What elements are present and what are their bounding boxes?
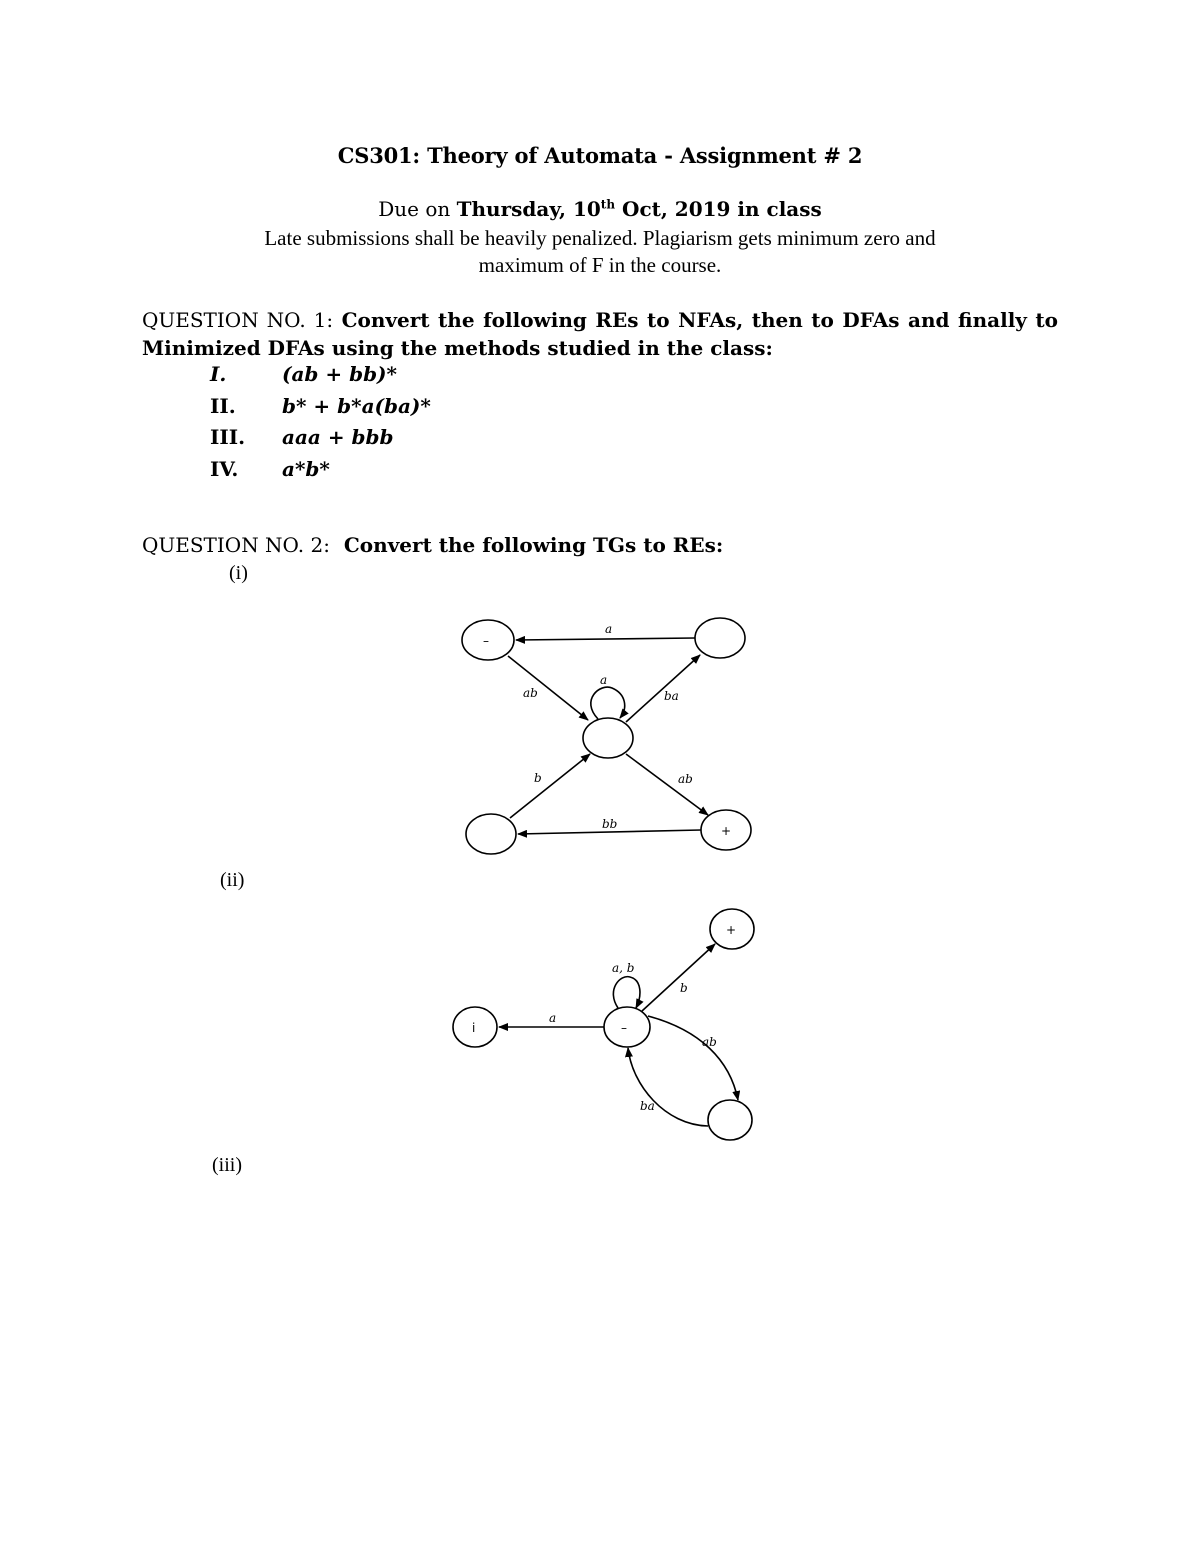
tg1-edge-label: ba [664, 689, 679, 703]
tg1-state-final-label: + [721, 824, 732, 838]
tg2-edge-c-top [642, 944, 715, 1011]
tg2-state-final-label: + [726, 923, 737, 937]
late-policy-line-2: maximum of F in the course. [478, 253, 722, 277]
tg1-edge-c-br [626, 754, 708, 815]
question-2-text: Convert the following TGs to REs: [343, 533, 724, 557]
re-item-number: III. [210, 425, 246, 449]
due-date-line [0, 197, 1200, 221]
tg1-edge-label: a [605, 622, 613, 636]
part-label-i: (i) [229, 562, 248, 584]
tg2-state-start [604, 1007, 650, 1047]
re-expression: (ab + bb)* [282, 362, 397, 386]
re-item-2 [210, 394, 431, 418]
due-day: Thursday, 10 [456, 197, 601, 221]
question-2-label: QUESTION NO. 2: [142, 533, 330, 557]
page-title: CS301: Theory of Automata - Assignment # 2 [337, 143, 863, 168]
late-policy-line-1: Late submissions shall be heavily penalized. Plagiarism gets minimum zero and [264, 226, 936, 250]
question-1-label: QUESTION NO. 1: [142, 308, 334, 332]
re-item-1 [210, 362, 397, 386]
tg2-state-left-label: i [472, 1021, 476, 1035]
transition-graph-1 [440, 605, 780, 865]
part-label-iii: (iii) [212, 1154, 242, 1176]
tg1-edge-label: bb [602, 817, 618, 831]
tg2-edge-label: a, b [612, 961, 635, 975]
transition-graph-2 [440, 900, 780, 1150]
tg2-edge-label: b [680, 981, 688, 995]
re-item-number: IV. [210, 457, 239, 481]
tg2-edge-bottom-c [628, 1048, 708, 1126]
tg1-state-top-right [695, 618, 745, 658]
re-item-number: I. [210, 362, 227, 386]
tg1-edge-c-tr [626, 655, 700, 722]
tg1-state-bottom-left [466, 814, 516, 854]
re-expression: b* + b*a(ba)* [282, 394, 431, 418]
question-1 [142, 306, 1058, 362]
re-item-4 [210, 457, 330, 481]
tg2-state-bottom [708, 1100, 752, 1140]
re-item-3 [210, 425, 394, 449]
re-expression: aaa + bbb [282, 425, 394, 449]
tg1-edge-loop [591, 687, 625, 719]
tg2-state-start-label: – [621, 1021, 627, 1035]
tg1-edge-label: a [600, 673, 608, 687]
tg1-edge-bl-c [510, 754, 590, 818]
tg2-edge-label: ab [702, 1035, 717, 1049]
tg1-edge-tr-tl [516, 638, 695, 640]
tg2-edge-c-bottom [648, 1016, 738, 1100]
tg1-edge-label: ab [523, 686, 538, 700]
re-expression: a*b* [282, 457, 330, 481]
due-prefix: Due on [378, 197, 457, 221]
tg2-edge-label: ba [640, 1099, 655, 1113]
due-superscript: th [600, 197, 616, 212]
late-policy [0, 225, 1200, 279]
tg1-state-start-label: – [483, 634, 489, 648]
tg1-edge-label: ab [678, 772, 693, 786]
question-1-text: Convert the following REs to NFAs, then to DFAs and finally to Minimized DFAs using the methods studied in the class: [142, 308, 1059, 360]
tg1-edge-tl-c [508, 656, 588, 720]
part-label-ii: (ii) [220, 869, 245, 891]
question-2 [142, 533, 723, 557]
due-rest: Oct, 2019 in class [615, 197, 822, 221]
re-item-number: II. [210, 394, 236, 418]
tg1-edge-label: b [534, 771, 542, 785]
tg2-edge-loop [613, 977, 640, 1008]
tg2-edge-label: a [549, 1011, 557, 1025]
tg1-state-center [583, 718, 633, 758]
